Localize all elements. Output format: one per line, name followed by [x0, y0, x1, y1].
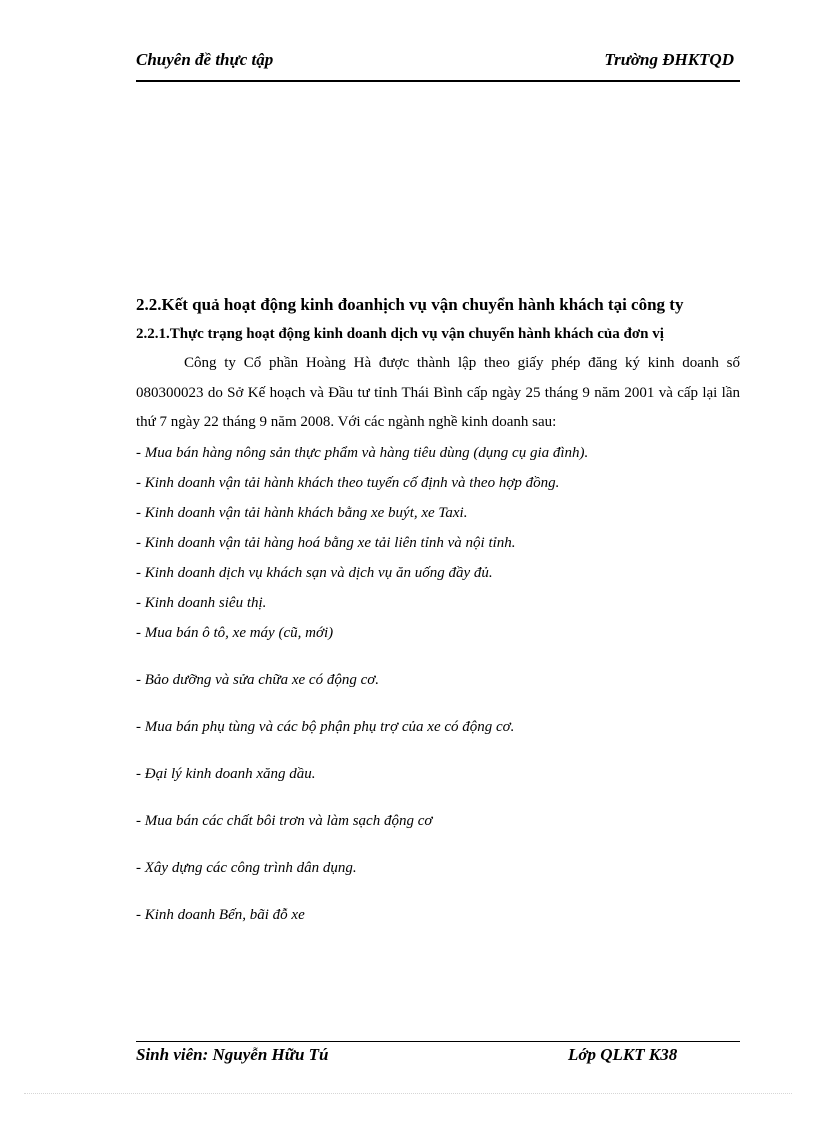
company-paragraph: Công ty Cổ phần Hoàng Hà được thành lập theo giấy phép đăng ký kinh doanh số 080300023 do Sở Kế hoạch và Đầu tư tỉnh Thái Bình cấp ngày 25 tháng 9 năm 2001 và cấp lại lần thứ 7 ngày 22 tháng 9 năm 2008. Với các ngành nghề kinh doanh sau:	[136, 355, 740, 430]
list-item: - Mua bán ô tô, xe máy (cũ, mới)	[136, 624, 334, 641]
page-footer	[136, 1043, 740, 1069]
list-item: - Đại lý kinh doanh xăng dầu.	[136, 765, 316, 782]
list-item: - Kinh doanh vận tải hành khách theo tuyến cố định và theo hợp đồng.	[136, 474, 560, 491]
list-item: - Mua bán phụ tùng và các bộ phận phụ trợ của xe có động cơ.	[136, 718, 515, 735]
list-item: - Xây dựng các công trình dân dụng.	[136, 859, 357, 876]
footer-student: Sinh viên: Nguyễn Hữu Tú	[136, 1045, 329, 1064]
header-document-type: Chuyên đề thực tập	[136, 50, 274, 69]
subsection-heading: 2.2.1.Thực trạng hoạt động kinh doanh dịch vụ vận chuyển hành khách của đơn vị	[136, 326, 664, 342]
list-item: - Kinh doanh siêu thị.	[136, 594, 267, 611]
list-item: - Mua bán các chất bôi trơn và làm sạch động cơ	[136, 812, 433, 829]
page-bottom-divider	[24, 1093, 792, 1094]
list-item: - Kinh doanh Bến, bãi đỗ xe	[136, 906, 305, 923]
footer-class: Lớp QLKT K38	[568, 1045, 678, 1064]
business-list-primary	[136, 438, 740, 648]
section-heading: 2.2.Kết quả hoạt động kinh đoanhịch vụ vận chuyển hành khách tại công ty	[136, 295, 684, 314]
header-school: Trường ĐHKTQD	[604, 50, 734, 69]
footer-divider	[136, 1041, 740, 1042]
page-content	[136, 290, 740, 947]
business-list-secondary	[136, 665, 740, 930]
list-item: - Bảo dưỡng và sửa chữa xe có động cơ.	[136, 671, 379, 688]
list-item: - Kinh doanh vận tải hàng hoá bằng xe tải liên tỉnh và nội tỉnh.	[136, 534, 516, 551]
header-divider	[136, 80, 740, 82]
list-item: - Kinh doanh dịch vụ khách sạn và dịch vụ ăn uống đầy đủ.	[136, 564, 493, 581]
list-item: - Kinh doanh vận tải hành khách bằng xe buýt, xe Taxi.	[136, 504, 468, 521]
list-item: - Mua bán hàng nông sản thực phẩm và hàng tiêu dùng (dụng cụ gia đình).	[136, 444, 589, 461]
page-header	[136, 48, 740, 76]
